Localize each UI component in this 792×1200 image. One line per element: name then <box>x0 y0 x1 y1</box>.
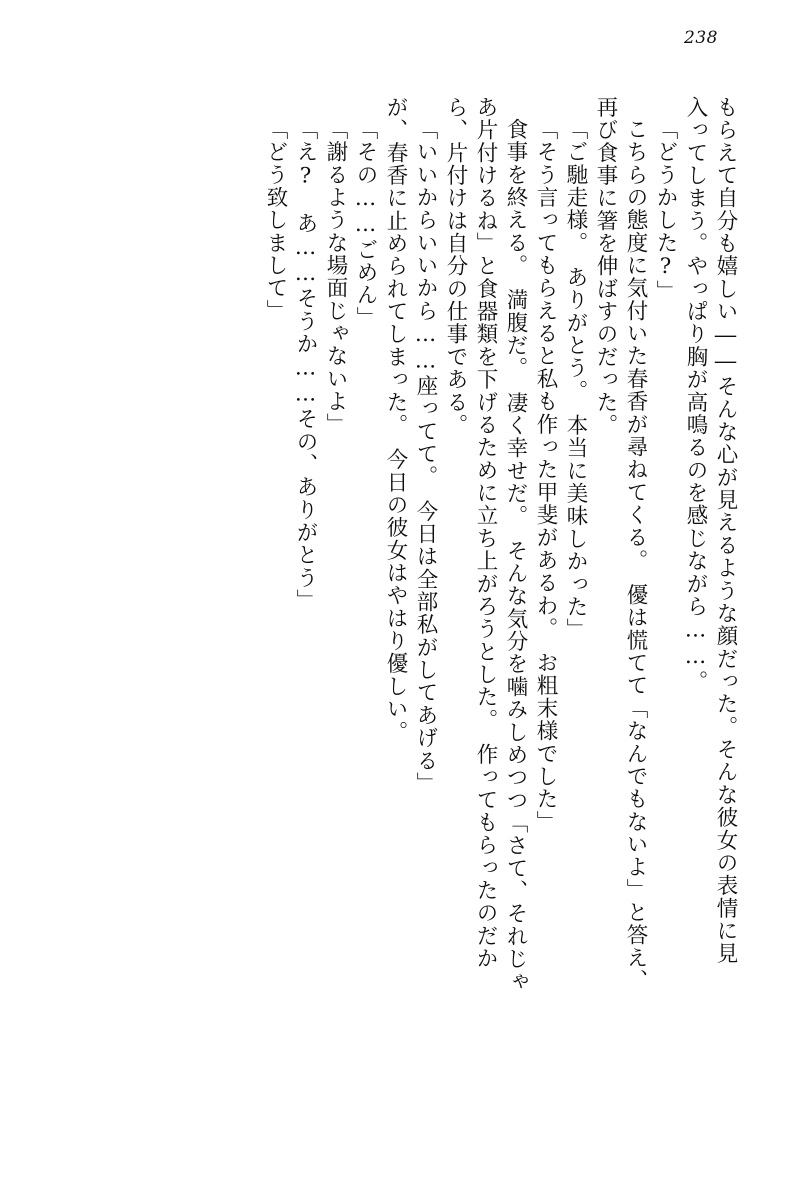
text-line: 「その……ごめん」 <box>353 118 378 330</box>
text-line: こちらの態度に気付いた春香が尋ねてくる。 優は慌てて「なんでもないよ」と答え、 <box>623 118 648 992</box>
text-line: 入ってしまう。やっぱり胸が高鳴るのを感じながら……。 <box>683 96 708 693</box>
text-line: あ片付けるね」と食器類を下げるために立ち上がろうとした。 作ってもらったのだか <box>473 96 498 970</box>
text-line: 「ご馳走様。 ありがとう。 本当に美味しかった」 <box>563 118 588 641</box>
text-line: 「そう言ってもらえると私も作った甲斐があるわ。 お粗末様でした」 <box>533 118 558 834</box>
text-line: ら、片付けは自分の仕事である。 <box>443 96 468 437</box>
vertical-text-body <box>56 96 736 1122</box>
text-line: 「え? あ……そうか……その、ありがとう」 <box>293 118 318 612</box>
text-line: 食事を終える。 満腹だ。 凄く幸せだ。 そんな気分を噛みしめつつ「さて、それじゃ <box>503 118 528 994</box>
text-line: が、春香に止められてしまった。 今日の彼女はやはり優しい。 <box>383 96 408 744</box>
text-line: 「謝るような場面じゃないよ」 <box>323 118 348 436</box>
page-number: 238 <box>684 28 718 48</box>
text-line: 「いいからいいから……座ってて。 今日は全部私がしてあげる」 <box>413 118 438 795</box>
text-line: 「どうかした?」 <box>653 118 678 303</box>
text-line: 再び食事に箸を伸ばすのだった。 <box>593 96 618 437</box>
text-line: 「どう致しまして」 <box>263 118 288 323</box>
text-line: もらえて自分も嬉しい――そんな心が見えるような顔だった。そんな彼女の表情に見 <box>713 96 738 965</box>
